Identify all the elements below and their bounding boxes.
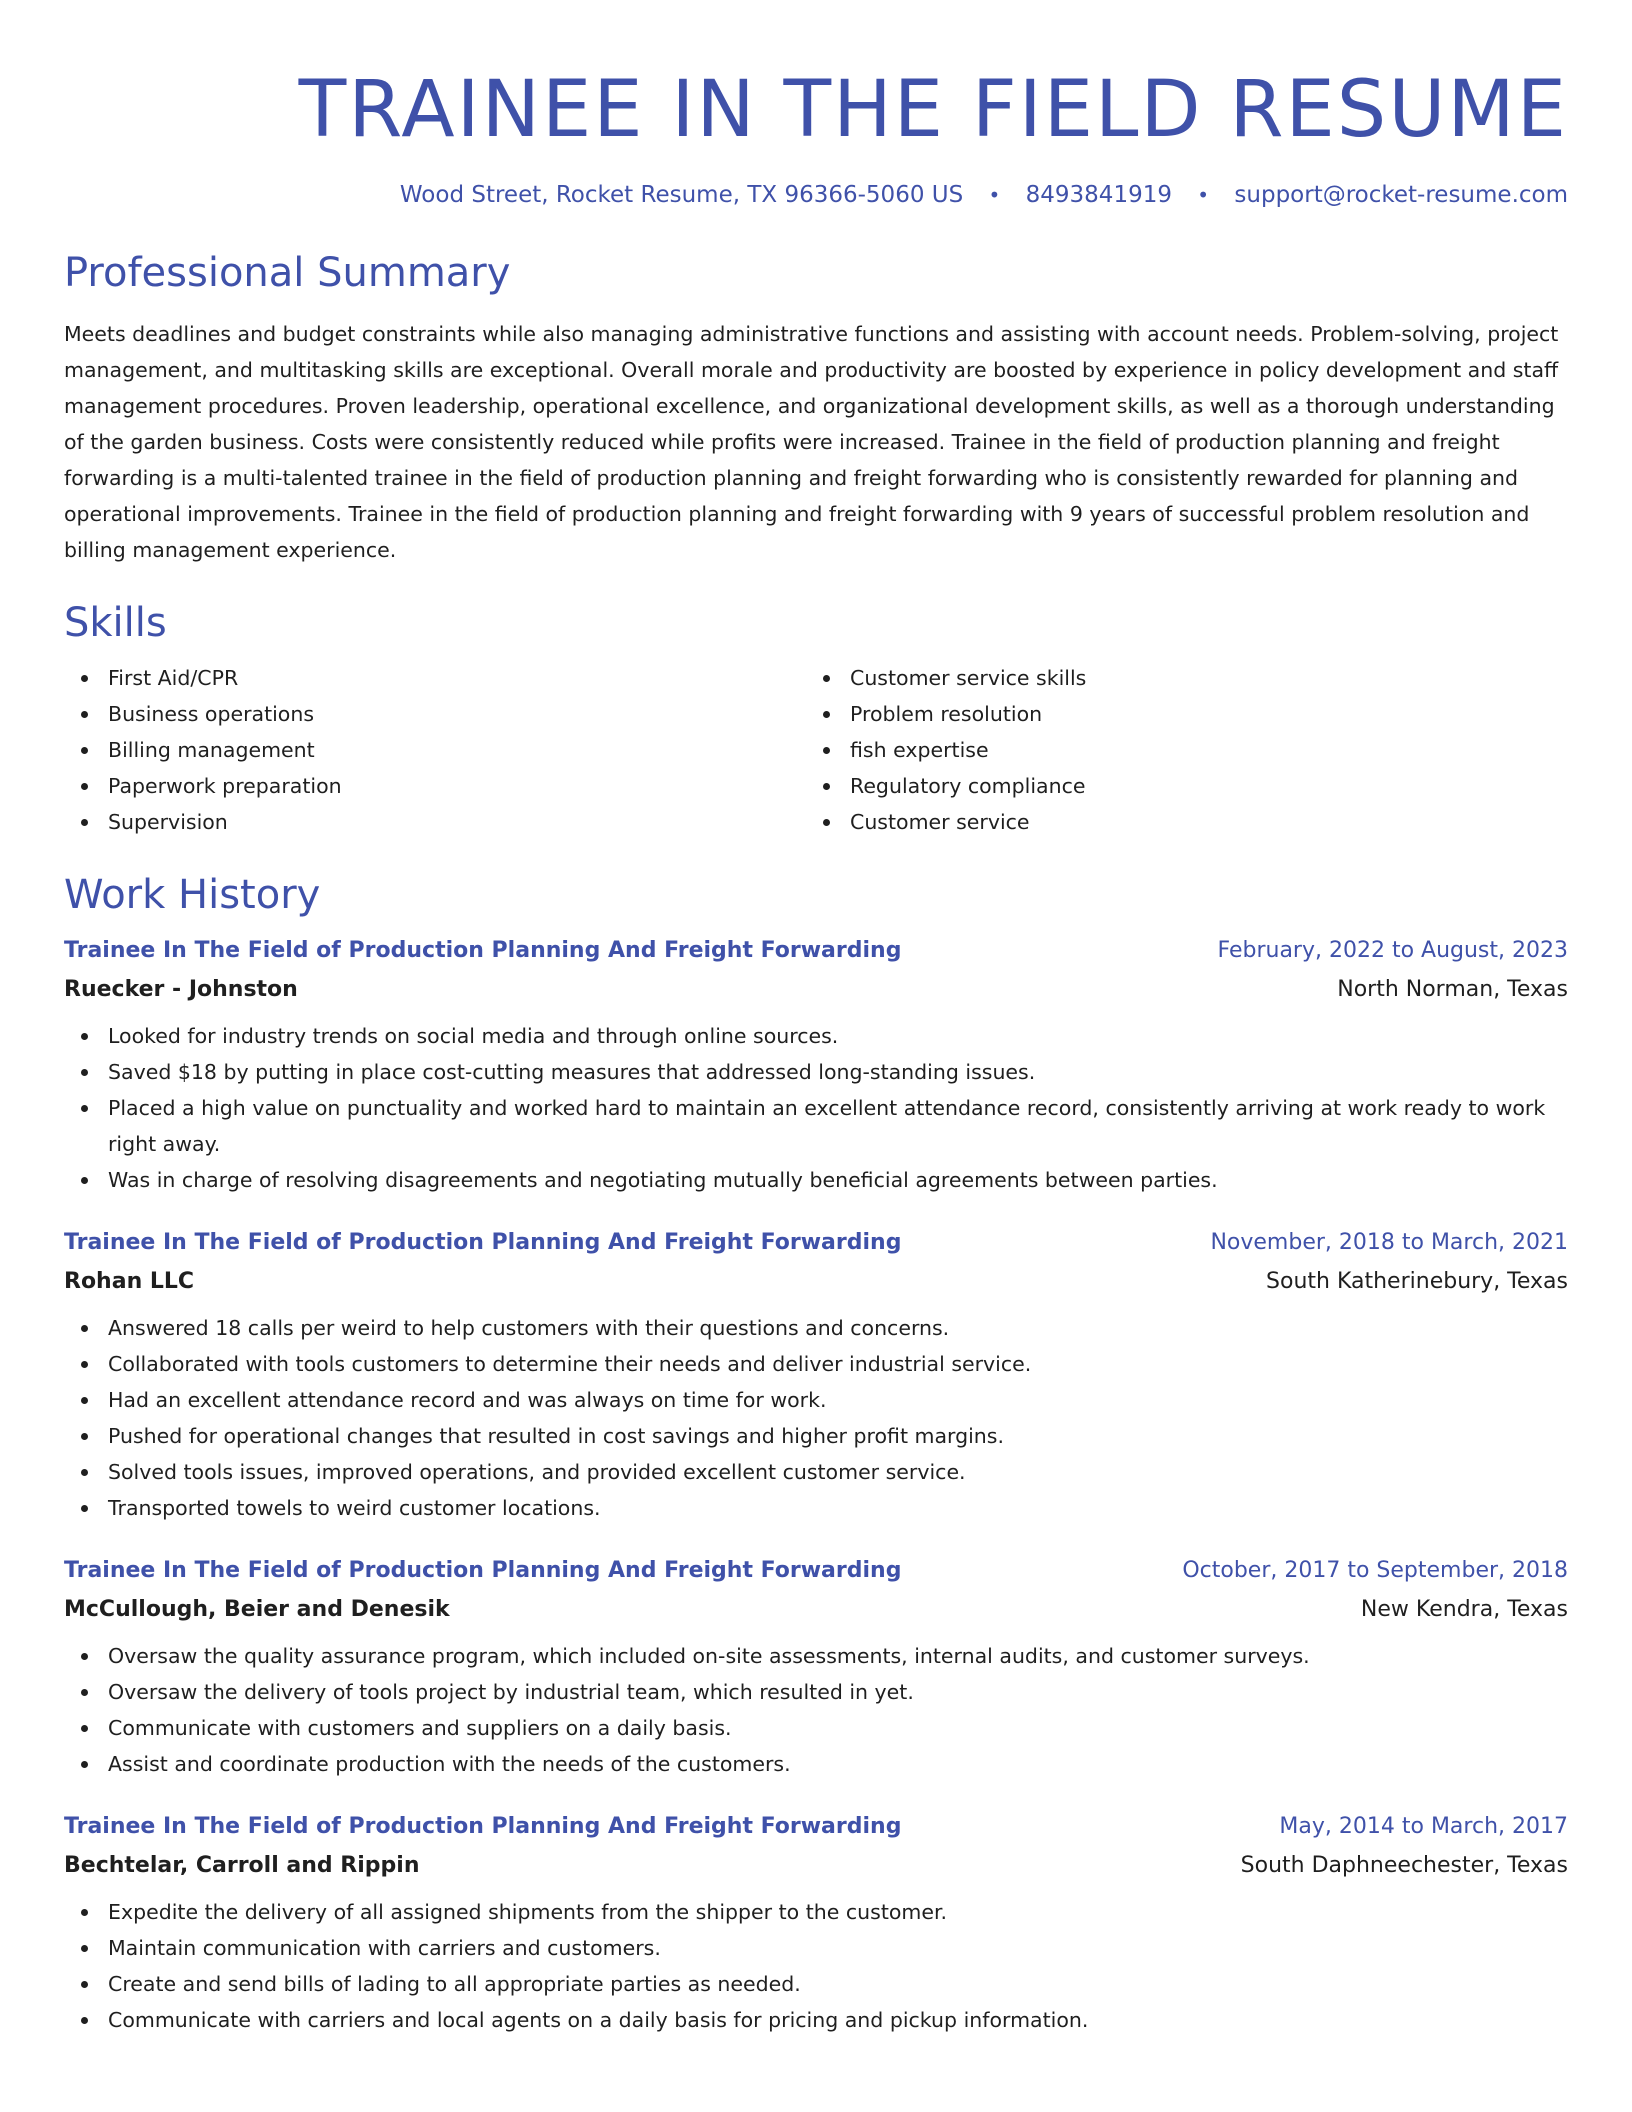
resume-header [64, 56, 1568, 212]
skills-list-right [806, 660, 1548, 840]
job-location: New Kendra, Texas [1360, 1597, 1568, 1622]
job-title: Trainee In The Field of Production Planning And Freight Forwarding [64, 1814, 902, 1839]
job-dates: February, 2022 to August, 2023 [1217, 938, 1568, 963]
job-bullet: Communicate with customers and suppliers on a daily basis. [108, 1710, 1568, 1746]
job-bullet: Had an excellent attendance record and was always on time for work. [108, 1382, 1568, 1418]
job-bullet: Pushed for operational changes that resulted in cost savings and higher profit margins. [108, 1418, 1568, 1454]
skill-item: fish expertise [850, 732, 1548, 768]
contact-address: Wood Street, Rocket Resume, TX 96366-5060 US [399, 182, 964, 208]
summary-heading: Professional Summary [64, 250, 511, 296]
summary-text: Meets deadlines and budget constraints while also managing administrative functions and assisting with account needs. Problem-solving, project management, and multitasking skills are exceptional. Overall morale and productivity are boosted by experience in policy development and staff management procedures. Proven leadership, operational excellence, and organizational development skills, as well as a thorough understanding of the garden business. Costs were consistently reduced while profits were increased. Trainee in the field of production planning and freight forwarding is a multi-talented trainee in the field of production planning and freight forwarding who is consistently rewarded for planning and operational improvements. Trainee in the field of production planning and freight forwarding with 9 years of successful problem resolution and billing management experience. [64, 322, 1559, 562]
job-bullet: Was in charge of resolving disagreements and negotiating mutually beneficial agreements between parties. [108, 1162, 1568, 1198]
job-bullet: Placed a high value on punctuality and worked hard to maintain an excellent attendance record, consistently arriving at work ready to work right away. [108, 1090, 1568, 1162]
job-bullet: Solved tools issues, improved operations, and provided excellent customer service. [108, 1454, 1568, 1490]
job-dates: October, 2017 to September, 2018 [1182, 1558, 1568, 1583]
job-bullet: Collaborated with tools customers to determine their needs and deliver industrial service. [108, 1346, 1568, 1382]
skill-item: Regulatory compliance [850, 768, 1548, 804]
job-company: McCullough, Beier and Denesik [64, 1597, 450, 1622]
job-bullet: Create and send bills of lading to all appropriate parties as needed. [108, 1966, 1568, 2002]
job-company-row [64, 1262, 1568, 1302]
contact-phone: 8493841919 [1025, 182, 1172, 208]
resume-title: TRAINEE IN THE FIELD RESUME [298, 65, 1568, 155]
job-dates: May, 2014 to March, 2017 [1279, 1814, 1568, 1839]
skill-item: Problem resolution [850, 696, 1548, 732]
skill-item: Customer service [850, 804, 1548, 840]
skills-heading: Skills [64, 600, 167, 646]
job-bullets [64, 1310, 1568, 1526]
job-title: Trainee In The Field of Production Planning And Freight Forwarding [64, 1558, 902, 1583]
job-entry [64, 1552, 1568, 1782]
job-title-row [64, 932, 1568, 970]
skills-list-left [64, 660, 806, 840]
job-company: Ruecker - Johnston [64, 977, 298, 1002]
skill-item: Paperwork preparation [108, 768, 806, 804]
job-bullet: Transported towels to weird customer locations. [108, 1490, 1568, 1526]
contact-email: support@rocket-resume.com [1234, 182, 1568, 208]
job-company-row [64, 1846, 1568, 1886]
job-company-row [64, 1590, 1568, 1630]
job-company: Rohan LLC [64, 1269, 195, 1294]
job-bullets [64, 1638, 1568, 1782]
job-bullet: Communicate with carriers and local agents on a daily basis for pricing and pickup information. [108, 2002, 1568, 2038]
job-dates: November, 2018 to March, 2021 [1210, 1230, 1568, 1255]
job-bullet: Maintain communication with carriers and customers. [108, 1930, 1568, 1966]
job-bullet: Oversaw the quality assurance program, which included on-site assessments, internal audits, and customer surveys. [108, 1638, 1568, 1674]
skill-item: Billing management [108, 732, 806, 768]
skill-item: Supervision [108, 804, 806, 840]
job-bullet: Answered 18 calls per weird to help customers with their questions and concerns. [108, 1310, 1568, 1346]
job-title: Trainee In The Field of Production Planning And Freight Forwarding [64, 938, 902, 963]
work-history-heading: Work History [64, 872, 321, 918]
job-entry [64, 1808, 1568, 2038]
job-entry [64, 932, 1568, 1198]
job-bullet: Expedite the delivery of all assigned shipments from the shipper to the customer. [108, 1894, 1568, 1930]
job-company: Bechtelar, Carroll and Rippin [64, 1853, 420, 1878]
skills-grid [64, 660, 1568, 840]
contact-separator: • [988, 183, 1001, 207]
contact-line [64, 178, 1568, 212]
job-entry [64, 1224, 1568, 1526]
job-location: North Norman, Texas [1337, 977, 1568, 1002]
job-bullet: Looked for industry trends on social media and through online sources. [108, 1018, 1568, 1054]
job-title-row [64, 1808, 1568, 1846]
job-bullets [64, 1894, 1568, 2038]
job-bullet: Saved $18 by putting in place cost-cutting measures that addressed long-standing issues. [108, 1054, 1568, 1090]
job-location: South Katherinebury, Texas [1266, 1269, 1568, 1294]
job-title: Trainee In The Field of Production Planning And Freight Forwarding [64, 1230, 902, 1255]
skill-item: Customer service skills [850, 660, 1548, 696]
job-title-row [64, 1552, 1568, 1590]
job-location: South Daphneechester, Texas [1240, 1853, 1568, 1878]
skill-item: Business operations [108, 696, 806, 732]
skill-item: First Aid/CPR [108, 660, 806, 696]
job-bullet: Oversaw the delivery of tools project by industrial team, which resulted in yet. [108, 1674, 1568, 1710]
job-title-row [64, 1224, 1568, 1262]
job-bullets [64, 1018, 1568, 1198]
job-bullet: Assist and coordinate production with the needs of the customers. [108, 1746, 1568, 1782]
job-company-row [64, 970, 1568, 1010]
contact-separator: • [1197, 183, 1210, 207]
